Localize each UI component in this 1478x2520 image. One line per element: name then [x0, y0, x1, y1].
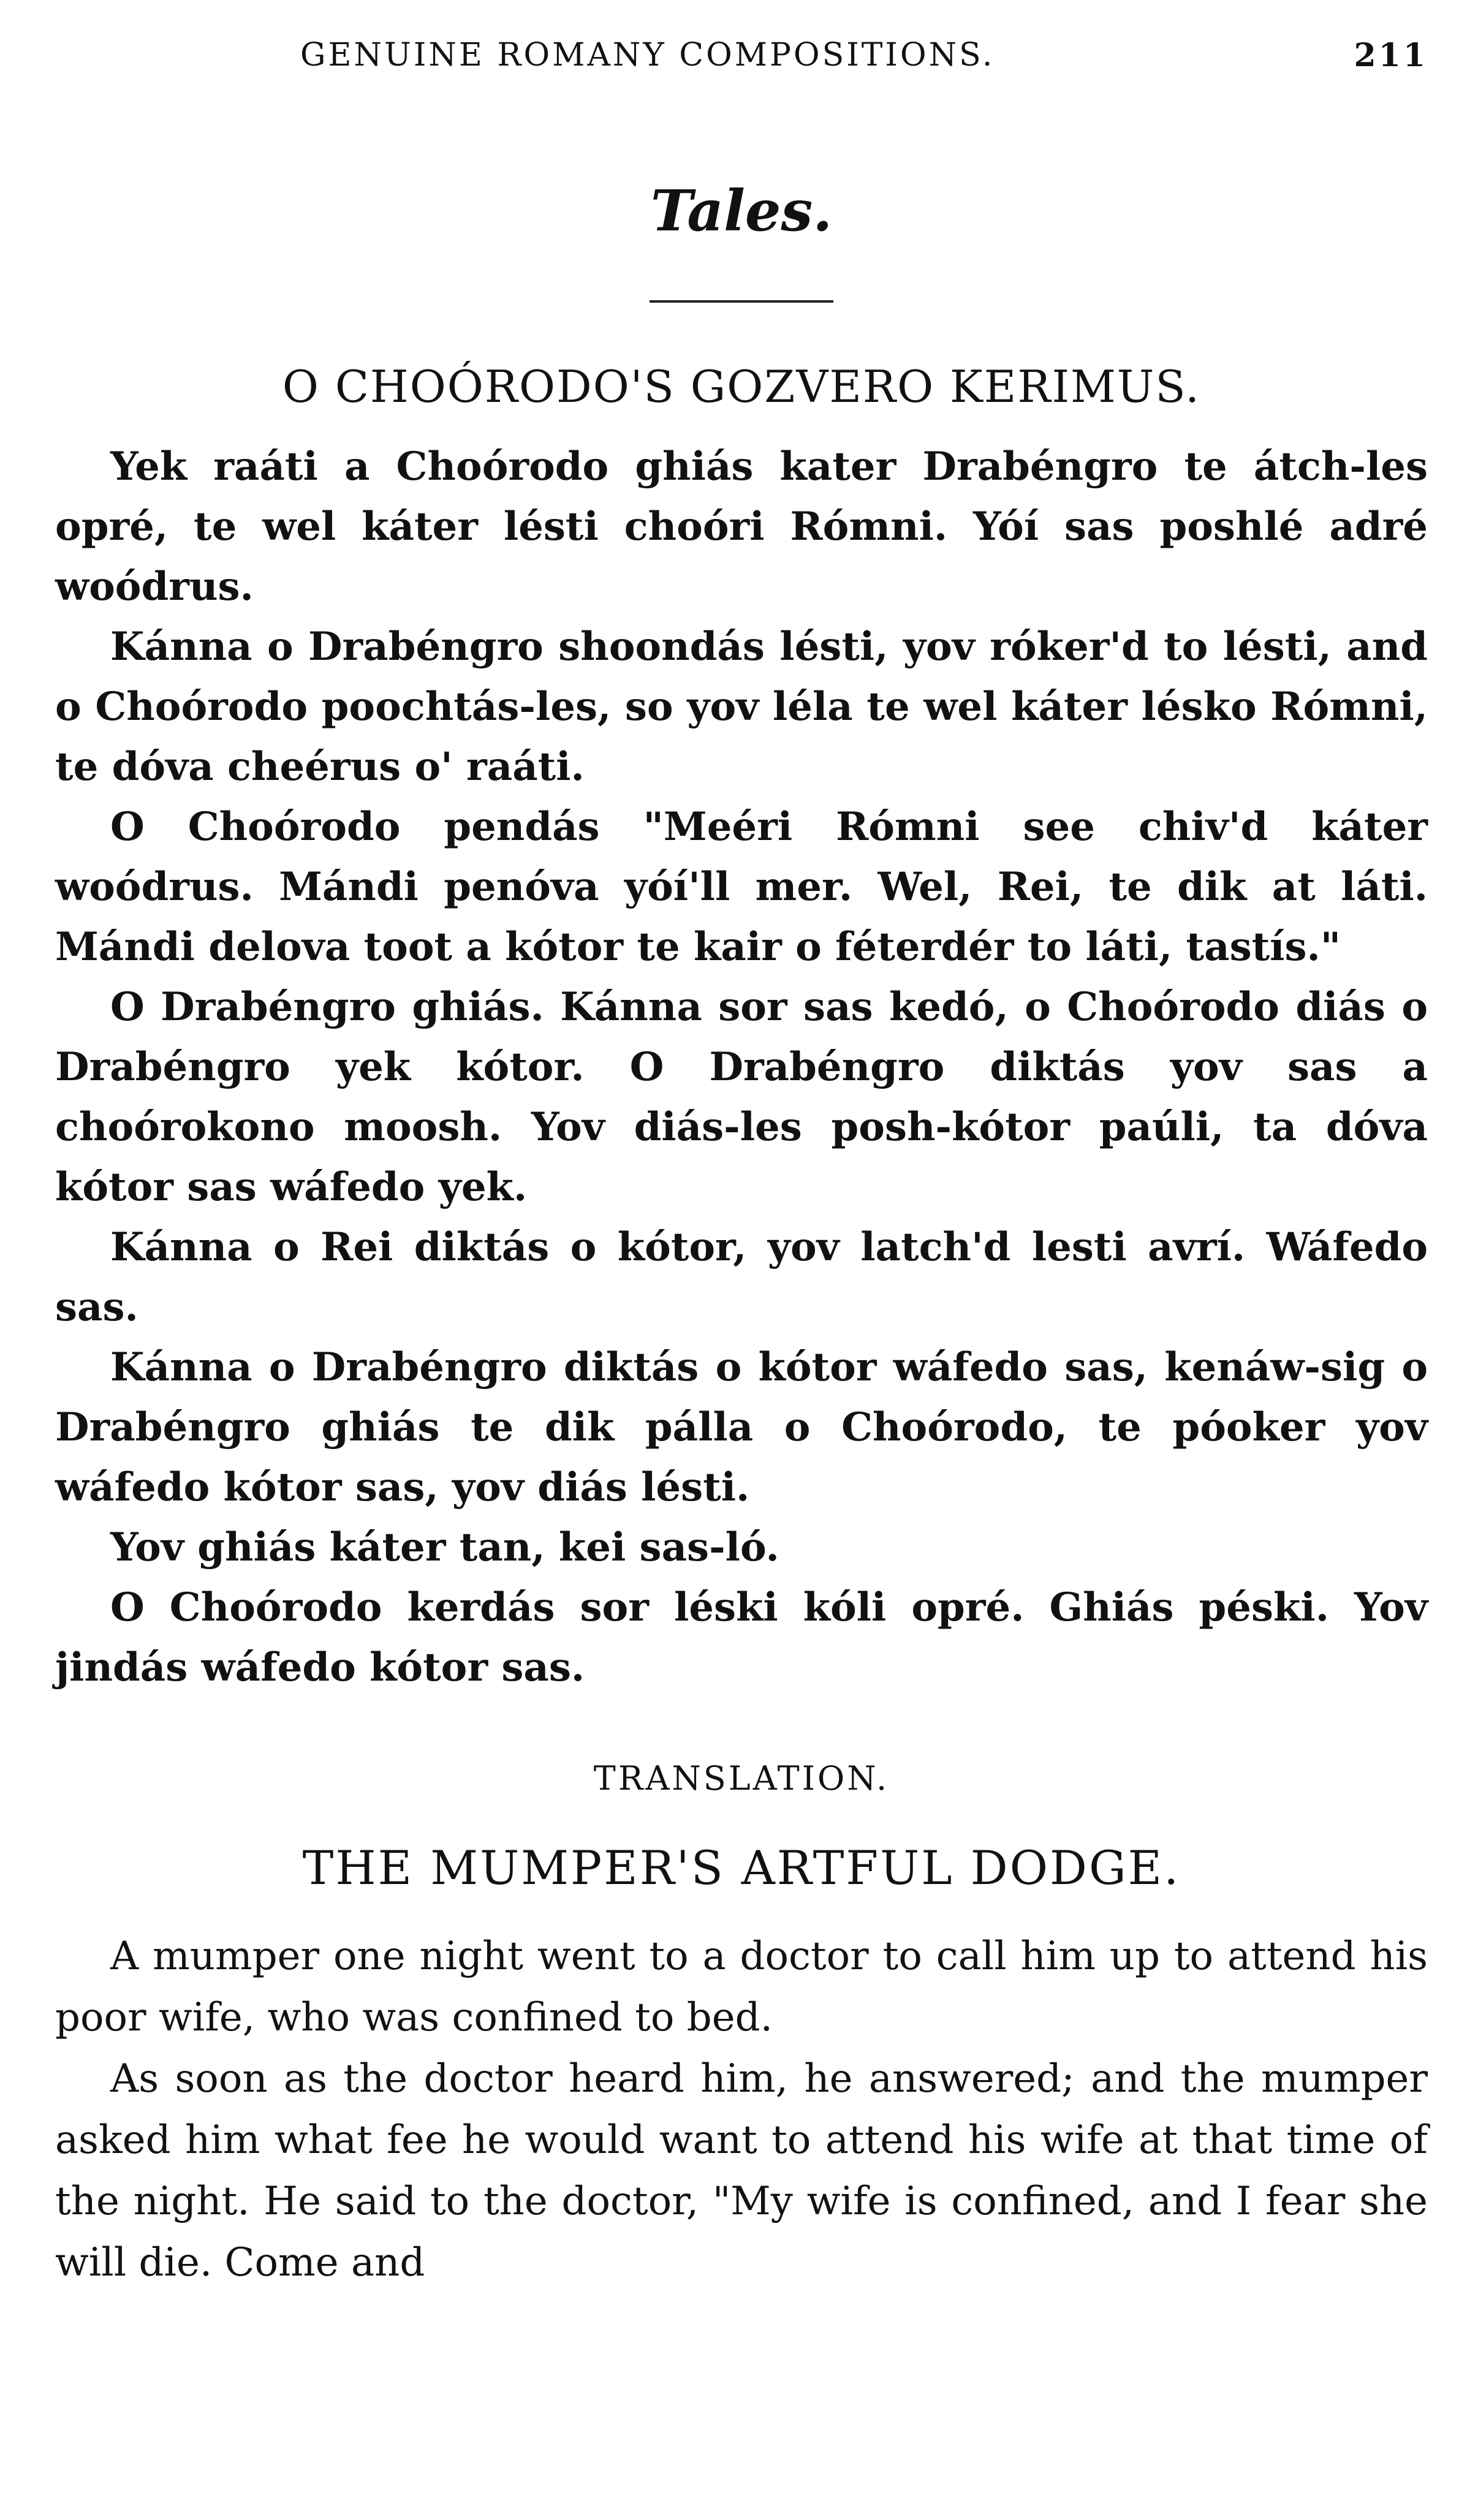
translation-paragraph: As soon as the doctor heard him, he answered; and the mumper asked him what fee he would want to attend his wife at that time of the night. He said to the doctor, "My wife is confined, and I fear she will die. Come and: [55, 2056, 1428, 2285]
romany-paragraph: Yov ghiás káter tan, kei sas-ló.: [110, 1524, 779, 1570]
translation-text: [55, 1926, 1428, 2293]
book-page: [55, 25, 1428, 2293]
romany-paragraph: Kánna o Drabéngro diktás o kótor wáfedo sas, kenáw-sig o Drabéngro ghiás te dik pálla o Choórodo, te póoker yov wáfedo kótor sas, yov diás lésti.: [55, 1344, 1428, 1510]
translation-paragraph: A mumper one night went to a doctor to call him up to attend his poor wife, who was confined to bed.: [55, 1934, 1428, 2040]
romany-text: [55, 437, 1428, 1698]
running-head: [55, 25, 1428, 98]
romany-paragraph: O Choórodo kerdás sor léski kóli opré. Ghiás péski. Yov jindás wáfedo kótor sas.: [55, 1584, 1428, 1690]
section-title: Tales.: [650, 178, 833, 244]
page-number: 211: [1354, 37, 1428, 74]
romany-paragraph: O Choórodo pendás "Meéri Rómni see chiv'd káter woódrus. Mándi penóva yóí'll mer. Wel, Rei, te dik at láti. Mándi delova toot a kótor te kair o féterdér to láti, tastís.": [55, 804, 1428, 970]
story-title: O CHOÓRODO'S GOZVERO KERIMUS.: [282, 361, 1201, 412]
romany-paragraph: O Drabéngro ghiás. Kánna sor sas kedó, o Choórodo diás o Drabéngro yek kótor. O Drabéngro diktás yov sas a choórokono moosh. Yov diás-les posh-kótor paúli, ta dóva kótor sas wáfedo yek.: [55, 984, 1428, 1210]
running-head-title: GENUINE ROMANY COMPOSITIONS.: [300, 37, 995, 74]
romany-paragraph: Yek raáti a Choórodo ghiás kater Drabéngro te átch-les opré, te wel káter lésti choóri Rómni. Yóí sas poshlé adré woódrus.: [55, 444, 1428, 610]
romany-paragraph: Kánna o Rei diktás o kótor, yov latch'd lesti avrí. Wáfedo sas.: [55, 1224, 1428, 1330]
translation-title: THE MUMPER'S ARTFUL DODGE.: [302, 1841, 1181, 1895]
translation-label: TRANSLATION.: [593, 1759, 890, 1798]
section-divider: [650, 300, 833, 303]
romany-paragraph: Kánna o Drabéngro shoondás lésti, yov róker'd to lésti, and o Choórodo poochtás-les, so yov léla te wel káter lésko Rómni, te dóva cheérus o' raáti.: [55, 624, 1428, 790]
